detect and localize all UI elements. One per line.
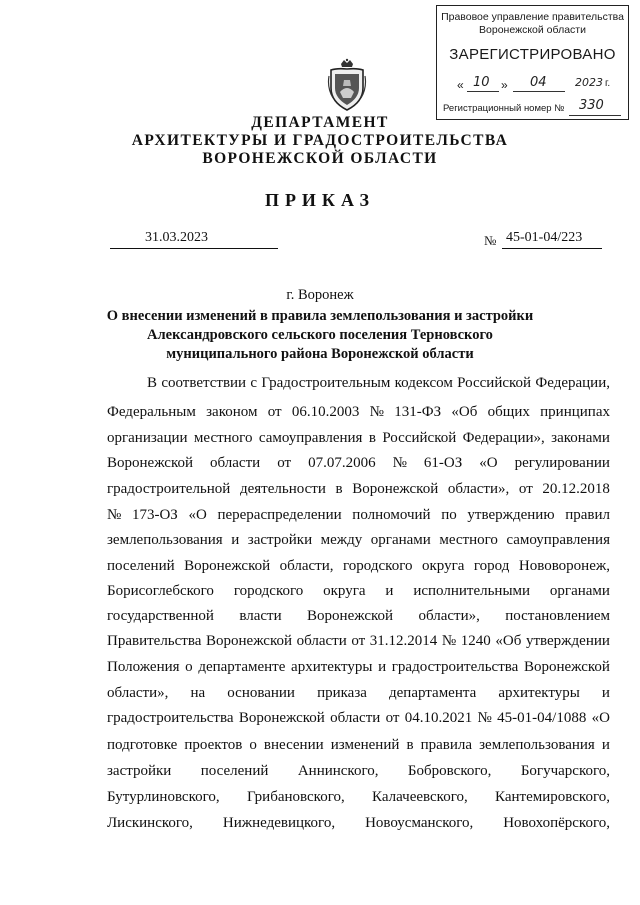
body-word: местного [193,430,253,446]
body-word: Положения [107,659,180,675]
body-word: от [518,481,533,497]
body-word: Федерации», [462,430,545,446]
body-word: градостроительства [107,710,234,726]
body-word: о [185,659,193,675]
body-word: Российской [457,375,532,391]
body-word: Нижнедевицкого, [222,815,336,831]
stamp-org-line1: Правовое управление правительства [441,11,624,23]
body-word: в [406,737,414,753]
body-word: Правительства [107,633,202,649]
body-word: 173-ОЗ [131,507,178,523]
body-word: исполнительными [413,583,531,599]
body-word: местного [439,532,498,548]
stamp-reg-number: 330 [579,98,604,113]
order-date: 31.03.2023 [145,230,208,245]
stamp-quote-open: « [457,78,464,92]
stamp-date-day: 10 [473,75,490,90]
registration-stamp [436,5,629,120]
body-line [107,659,610,679]
body-word: и [601,737,610,753]
body-word: от [267,404,282,420]
body-word: 07.07.2006 [308,455,376,471]
body-word: городского [233,583,304,599]
body-word: постановлением [505,608,610,624]
body-word: Аннинского, [297,763,379,779]
body-word: принципах [540,404,610,420]
body-word: Воронежской [238,710,325,726]
body-word: Федеральным [107,404,196,420]
body-word: правила [420,737,473,753]
body-word: Бобровского, [407,763,492,779]
body-line [107,532,610,552]
body-line [107,815,610,835]
body-word: и [601,685,610,701]
body-word: Градостроительным [261,375,391,391]
body-line [107,558,610,578]
body-word: власти [239,608,282,624]
body-word: области», [107,685,169,701]
body-word: департаменте [198,659,286,675]
body-word: № [477,710,492,726]
body-word: городского [343,558,413,574]
body-word: архитектуры [498,685,580,701]
stamp-date [437,76,628,94]
body-line [107,481,610,501]
stamp-org-line2: Воронежской области [479,24,586,36]
body-word: землепользования [107,532,223,548]
body-word: градостроительства [391,659,519,675]
body-word: утверждению [467,507,555,523]
body-word: от [351,633,366,649]
body-word: Нововоронеж, [518,558,610,574]
body-word: и [385,583,394,599]
body-word: № [392,455,407,471]
body-line [107,763,610,783]
body-word: поселений [200,763,269,779]
body-word: органами [370,532,431,548]
body-word: «О [188,507,207,523]
body-word: и [231,532,240,548]
body-word: Богучарского, [520,763,610,779]
stamp-reg-number-row [443,98,623,114]
stamp-date-month: 04 [530,75,547,90]
body-line [147,375,610,395]
body-word: 20.12.2018 [542,481,610,497]
document-type-title: ПРИКАЗ [264,190,376,210]
body-word: организации [107,430,188,446]
body-word: на [190,685,206,701]
body-word: внесении [263,737,324,753]
order-number-line [502,230,602,249]
body-word: законами [551,430,610,446]
stamp-date-year: 2023 [575,76,603,89]
body-word: соответствии [161,375,247,391]
body-word: землепользования [479,737,595,753]
subject-line2: Александровского сельского поселения Терновского [147,327,493,343]
stamp-reg-label: Регистрационный номер № [443,103,565,114]
body-word: области», [447,481,510,497]
body-line [107,608,610,628]
body-word: 131-ФЗ [394,404,442,420]
body-word: округа [323,583,366,599]
body-word: город [473,558,510,574]
body-word: основании [227,685,295,701]
body-line [107,455,610,475]
order-date-line [110,230,278,249]
body-word: полномочий [352,507,431,523]
body-word: Воронежской [523,659,610,675]
body-line [107,710,610,730]
body-word: органами [549,583,610,599]
subject-line1: О внесении изменений в правила землепользования и застройки [106,308,534,324]
body-word: 06.10.2003 [291,404,360,420]
body-word: Федерации, [535,375,610,391]
body-word: в [368,430,376,446]
body-word: «О [479,455,498,471]
coat-of-arms-icon [327,58,367,114]
body-word: области», [418,608,480,624]
body-line [107,685,610,705]
body-word: градостроительной [107,481,231,497]
body-word: № [441,633,457,649]
order-city: г. Воронеж [286,287,354,303]
order-number: 45-01-04/223 [506,230,583,245]
body-word: поселений [107,558,175,574]
body-word: Кантемировского, [495,789,610,805]
body-word: законом [206,404,258,420]
body-line [107,737,610,757]
order-number-sign: № [484,233,497,248]
body-word: подготовке [107,737,178,753]
body-line [107,404,610,424]
body-word: с [250,375,258,391]
stamp-date-year-suffix: г. [605,78,611,89]
body-word: Калачеевского, [372,789,468,805]
body-word: изменений [330,737,400,753]
body-word: департамента [389,685,477,701]
subject-line3: муниципального района Воронежской области [166,346,474,362]
body-line [107,430,610,450]
body-word: утверждении [525,633,610,649]
body-word: Воронежской [352,481,439,497]
body-word: Воронежской [184,558,271,574]
body-line [107,789,610,809]
order-subject [90,307,550,364]
body-word: Воронежской [307,608,394,624]
body-word: № [107,507,122,523]
body-word: кодексом [394,375,453,391]
body-word: проектов [184,737,243,753]
body-word: Воронежской [206,633,292,649]
body-word: архитектуры [291,659,373,675]
body-word: Борисоглебского [107,583,214,599]
body-word: правил [565,507,610,523]
body-word: округа [421,558,465,574]
body-word: застройки [107,763,172,779]
body-word: В [147,375,158,391]
body-word: самоуправления [258,430,363,446]
body-word: области [210,455,261,471]
body-word: общих [487,404,530,420]
body-word: Лискинского, [107,815,193,831]
department-name-line1: ДЕПАРТАМЕНТ [251,114,389,131]
body-word: застройки [247,532,313,548]
body-word: области, [279,558,334,574]
body-word: № [369,404,384,420]
body-word: 45-01-04/1088 [497,710,587,726]
body-word: Грибановского, [246,789,345,805]
body-word: и [378,659,387,675]
body-line [107,633,610,653]
body-word: о [249,737,257,753]
body-word: Новохопёрского, [503,815,610,831]
body-word: от [277,455,292,471]
department-name-line2: АРХИТЕКТУРЫ И ГРАДОСТРОИТЕЛЬСТВА [131,132,509,149]
body-word: «Об [495,633,522,649]
body-line [107,583,610,603]
body-word: 31.12.2014 [369,633,438,649]
body-word: по [441,507,457,523]
body-word: перераспределении [217,507,342,523]
body-word: области [330,710,381,726]
body-word: в [335,481,343,497]
body-word: «О [591,710,610,726]
body-line [107,507,610,527]
stamp-quote-close: » [501,78,508,92]
body-word: деятельности [239,481,326,497]
body-word: самоуправления [506,532,610,548]
body-word: 1240 [460,633,491,649]
body-word: между [320,532,363,548]
body-word: Российской [382,430,457,446]
stamp-registered-label: ЗАРЕГИСТРИРОВАНО [449,46,616,63]
body-word: регулировании [514,455,610,471]
body-word: Новоусманского, [365,815,474,831]
body-word: Бутурлиновского, [107,789,220,805]
body-word: области [296,633,347,649]
body-word: 61-ОЗ [423,455,463,471]
department-name-line3: ВОРОНЕЖСКОЙ ОБЛАСТИ [202,150,438,167]
body-word: от [385,710,400,726]
body-word: 04.10.2021 [404,710,473,726]
body-word: «Об [451,404,478,420]
stamp-organization [437,11,628,37]
body-word: Воронежской [107,455,193,471]
body-word: приказа [317,685,367,701]
body-word: государственной [107,608,214,624]
